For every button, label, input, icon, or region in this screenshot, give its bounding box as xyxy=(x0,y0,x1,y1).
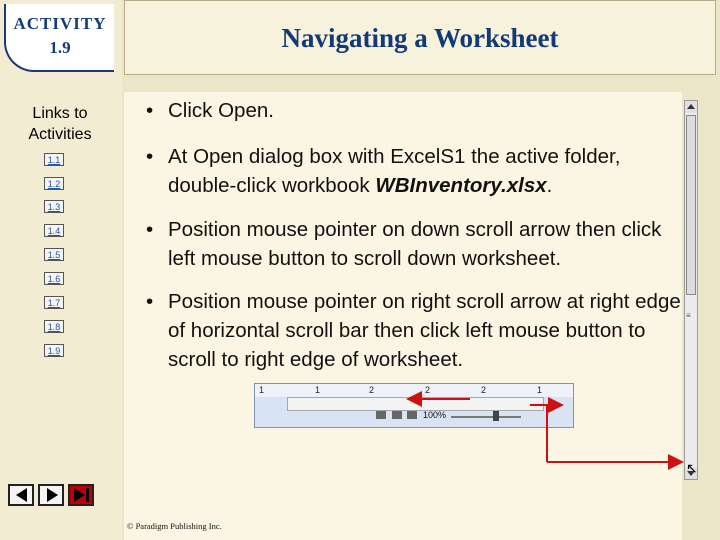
bullet-text: Click Open. xyxy=(168,99,274,122)
workbook-name: WBInventory.xlsx xyxy=(375,174,547,197)
activity-link-1-8[interactable]: 1.8 xyxy=(44,320,64,333)
activity-link-1-4[interactable]: 1.4 xyxy=(44,224,64,237)
mouse-pointer-icon: ↖ xyxy=(686,460,698,476)
zoom-level: 100% xyxy=(423,410,447,420)
activity-link-1-3[interactable]: 1.3 xyxy=(44,200,64,213)
activity-link-1-2[interactable]: 1.2 xyxy=(44,177,64,190)
bullet-item: • Click Open. xyxy=(146,96,666,125)
bullet-item: • Position mouse pointer on right scroll arrow at right edge of horizontal scroll bar then click left mouse button to scroll to right edge of worksheet. xyxy=(146,287,681,374)
activity-link-1-6[interactable]: 1.6 xyxy=(44,272,64,285)
bullet-text: Position mouse pointer on down scroll arrow then click left mouse button to scroll down worksheet. xyxy=(168,218,662,270)
activity-label: ACTIVITY xyxy=(13,14,107,33)
bullet-item: • Position mouse pointer on down scroll arrow then click left mouse button to scroll down worksheet. xyxy=(146,215,676,273)
activity-number: 1.9 xyxy=(49,38,71,57)
activity-link-1-5[interactable]: 1.5 xyxy=(44,248,64,261)
activity-link-1-7[interactable]: 1.7 xyxy=(44,296,64,309)
activity-link-1-1[interactable]: 1.1 xyxy=(44,153,64,166)
page-title: Navigating a Worksheet xyxy=(281,23,559,53)
copyright-credit: © Paradigm Publishing Inc. xyxy=(127,521,222,531)
links-heading: Links to Activities xyxy=(28,105,92,143)
bullet-item: • At Open dialog box with ExcelS1 the active folder, double-click workbook WBInventory.xlsx. xyxy=(146,142,686,200)
split-grip-icon: ≡ xyxy=(686,311,691,320)
bullet-text: At Open dialog box with ExcelS1 the active folder, double-click workbook WBInventory.xlsx. xyxy=(168,145,621,197)
activity-link-1-9[interactable]: 1.9 xyxy=(44,344,64,357)
bullet-text: Position mouse pointer on right scroll arrow at right edge of horizontal scroll bar then click left mouse button to scroll to right edge of worksheet. xyxy=(168,290,681,371)
column-ruler: 1 1 2 2 2 1 xyxy=(255,384,573,397)
